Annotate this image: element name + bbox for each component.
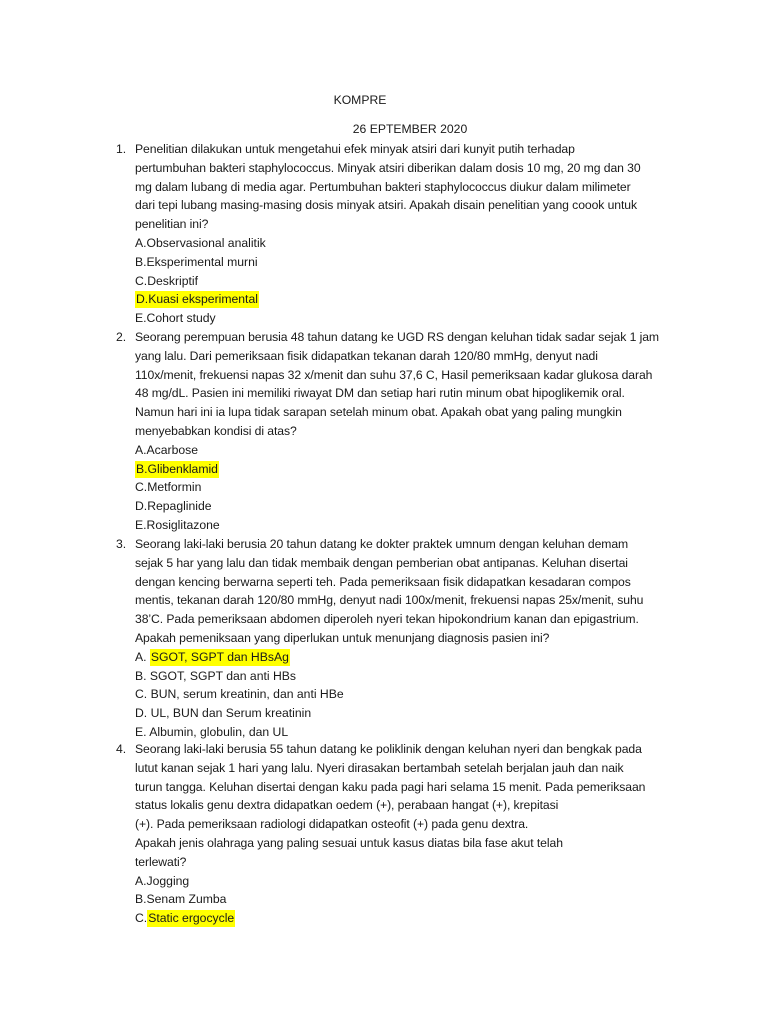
question-stem-line: 110x/menit, frekuensi napas 32 x/menit dan suhu 37,6 C, Hasil pemeriksaan kadar glukosa darah bbox=[135, 367, 653, 382]
option-text: E.Rosiglitazone bbox=[135, 518, 220, 532]
answer-option bbox=[135, 462, 219, 476]
answer-option bbox=[135, 311, 216, 325]
highlighted-answer: D.Kuasi eksperimental bbox=[136, 292, 258, 307]
option-text: C. BUN, serum kreatinin, dan anti HBe bbox=[135, 687, 344, 702]
option-text: B.Senam Zumba bbox=[135, 892, 227, 907]
option-text: E. Albumin, globulin, dan UL bbox=[135, 725, 289, 739]
answer-option bbox=[135, 518, 220, 532]
option-text: D. UL, BUN dan Serum kreatinin bbox=[135, 706, 312, 721]
option-text: B.Eksperimental murni bbox=[135, 254, 258, 269]
question-number: 2. bbox=[116, 330, 127, 344]
highlighted-answer: SGOT, SGPT dan HBsAg bbox=[150, 649, 289, 664]
question-stem-line: (+). Pada pemeriksaan radiologi didapatkan osteofit (+) pada genu dextra. bbox=[135, 817, 529, 832]
question-number: 3. bbox=[116, 537, 127, 551]
question-stem-line: Seorang laki-laki berusia 20 tahun datang ke dokter praktek umnum dengan keluhan demam bbox=[135, 537, 629, 551]
answer-option bbox=[135, 499, 212, 513]
question-number: 1. bbox=[116, 142, 127, 156]
answer-option bbox=[135, 255, 258, 269]
question-stem-line: terlewati? bbox=[135, 854, 187, 869]
question-stem-line: yang lalu. Dari pemeriksaan fisik didapatkan tekanan darah 120/80 mmHg, denyut nadi bbox=[135, 348, 598, 363]
answer-option bbox=[135, 236, 266, 250]
option-text: E.Cohort study bbox=[135, 311, 216, 326]
highlighted-answer: Static ergocycle bbox=[148, 911, 235, 926]
option-text: D.Repaglinide bbox=[135, 499, 212, 514]
option-text: A.Acarbose bbox=[135, 442, 199, 457]
question-stem-line: turun tangga. Keluhan disertai dengan kaku pada pagi hari selama 15 menit. Pada pemeriksaan bbox=[135, 779, 646, 794]
question-number: 4. bbox=[116, 742, 127, 756]
question-stem-line: menyebabkan kondisi di atas? bbox=[135, 424, 297, 438]
option-prefix: C. bbox=[135, 911, 148, 926]
answer-option bbox=[135, 725, 288, 739]
answer-option bbox=[135, 687, 344, 701]
answer-option bbox=[135, 480, 201, 494]
question-stem-line: Apakah pemeniksaan yang diperlukan untuk menunjang diagnosis pasien ini? bbox=[135, 631, 550, 645]
question-stem-line: pertumbuhan bakteri staphylococcus. Minyak atsiri diberikan dalam dosis 10 mg, 20 mg dan 30 bbox=[135, 160, 641, 175]
question-stem-line: penelitian ini? bbox=[135, 217, 209, 232]
answer-option bbox=[135, 650, 290, 664]
option-text: B. SGOT, SGPT dan anti HBs bbox=[135, 668, 296, 683]
document-date: 26 EPTEMBER 2020 bbox=[352, 122, 468, 136]
question-stem-line: Penelitian dilakukan untuk mengetahui efek minyak atsiri dari kunyit putih terhadap bbox=[135, 142, 575, 156]
question-stem-line: lutut kanan sejak 1 hari yang lalu. Nyeri dirasakan bertambah setelah berjalan jauh dan naik bbox=[135, 760, 624, 775]
question-stem-line: dari tepi lubang masing-masing dosis minyak atsiri. Apakah disain penelitian yang coook untuk bbox=[135, 198, 638, 213]
answer-option bbox=[135, 911, 235, 925]
question-stem-line: Seorang perempuan berusia 48 tahun datang ke UGD RS dengan keluhan tidak sadar sejak 1 jam bbox=[135, 330, 659, 344]
answer-option bbox=[135, 292, 259, 306]
answer-option bbox=[135, 669, 296, 683]
question-stem-line: mentis, tekanan darah 120/80 mmHg, denyut nadi 100x/menit, frekuensi napas 25x/menit, suhu bbox=[135, 593, 644, 608]
question-stem-line: mg dalam lubang di media agar. Pertumbuhan bakteri staphylococcus diukur dalam milimeter bbox=[135, 179, 631, 194]
question-stem-line: dengan kencing berwarna seperti teh. Pada pemeriksaan fisik didapatkan kesadaran compos bbox=[135, 574, 631, 589]
question-stem-line: Seorang laki-laki berusia 55 tahun datang ke poliklinik dengan keluhan nyeri dan bengkak pada bbox=[135, 742, 642, 756]
option-text: C.Metformin bbox=[135, 480, 202, 495]
question-stem-line: 38’C. Pada pemeriksaan abdomen diperoleh nyeri tekan hipokondrium kanan dan epigastrium. bbox=[135, 612, 639, 627]
option-prefix: A. bbox=[135, 649, 150, 664]
document-title: KOMPRE bbox=[333, 93, 387, 107]
answer-option bbox=[135, 874, 189, 888]
answer-option bbox=[135, 706, 311, 720]
question-stem-line: Apakah jenis olahraga yang paling sesuai untuk kasus diatas bila fase akut telah bbox=[135, 836, 563, 850]
question-stem-line: sejak 5 har yang lalu dan tidak membaik dengan pemberian obat antipanas. Keluhan disertai bbox=[135, 555, 628, 570]
answer-option bbox=[135, 892, 226, 906]
question-stem-line: Namun hari ini ia lupa tidak sarapan setelah minum obat. Apakah obat yang paling mungkin bbox=[135, 405, 622, 420]
question-stem-line: status lokalis genu dextra didapatkan oedem (+), perabaan hangat (+), krepitasi bbox=[135, 798, 559, 813]
answer-option bbox=[135, 443, 198, 457]
option-text: A.Jogging bbox=[135, 873, 190, 888]
answer-option bbox=[135, 274, 198, 288]
option-text: C.Deskriptif bbox=[135, 273, 198, 288]
question-stem-line: 48 mg/dL. Pasien ini memiliki riwayat DM dan setiap hari rutin minum obat hipoglikemik oral. bbox=[135, 386, 625, 401]
highlighted-answer: B.Glibenklamid bbox=[136, 461, 218, 476]
option-text: A.Observasional analitik bbox=[135, 236, 266, 250]
